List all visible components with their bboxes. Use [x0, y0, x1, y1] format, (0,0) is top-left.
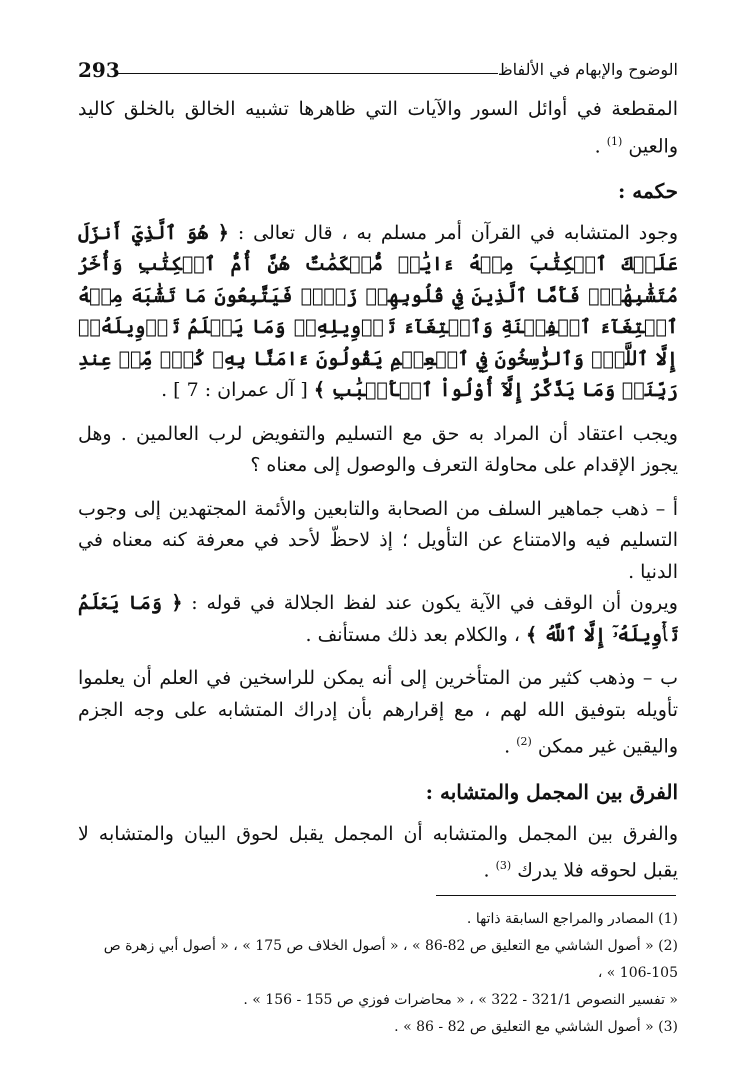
- footnotes: [78, 906, 678, 1041]
- paragraph-1-text: المقطعة في أوائل السور والآيات التي ظاهرها تشبيه الخالق بالخلق كاليد والعين: [78, 98, 678, 157]
- page-number: 293: [78, 58, 120, 82]
- paragraph-6-end: .: [504, 735, 511, 758]
- footnote-2-line-1: (2) « أصول الشاشي مع التعليق ص 82-86 » ، « أصول الخلاف ص 175 » ، « أصول أبي زهرة ص 105-106 » ،: [103, 938, 678, 981]
- footnote-2-line-2: « تفسير النصوص 321/1 - 322 » ، « محاضرات فوزي ص 155 - 156 » .: [243, 992, 678, 1008]
- paragraph-6: [78, 663, 678, 763]
- paragraph-2: [78, 218, 678, 407]
- footnote-ref-3: (3): [495, 859, 512, 873]
- header-rule: [118, 73, 498, 74]
- footnote-1: (1) المصادر والمراجع السابقة ذاتها .: [466, 911, 678, 927]
- paragraph-5-end: ، والكلام بعد ذلك مستأنف .: [305, 623, 520, 646]
- paragraph-4: أ – ذهب جماهير السلف من الصحابة والتابعين والأئمة المجتهدين إلى وجوب التسليم فيه والامتناع عن التأويل ؛ إذ لاحظّ لأحد في معرفة كنه معناه في الدنيا .: [78, 497, 678, 583]
- paragraph-6-text: ب – وذهب كثير من المتأخرين إلى أنه يمكن للراسخين في العلم أن يعلموا تأويله بتوفيق الله لهم ، مع إقرارهم بأن إدراك المتشابه على وجه الجزم واليقين غير ممكن: [78, 667, 678, 758]
- running-title: الوضوح والإبهام في الألفاظ: [497, 60, 678, 79]
- footnote-rule: [436, 895, 676, 896]
- heading-ruling: حكمه :: [617, 179, 678, 204]
- paragraph-5-intro: ويرون أن الوقف في الآية يكون عند لفظ الجلالة في قوله :: [182, 592, 678, 615]
- body-text: [78, 94, 678, 887]
- quran-verse-1: ﴿ هُوَ ٱلَّذِيٓ أَنزَلَ عَلَيۡكَ ٱلۡكِتَٰبَ مِنۡهُ ءَايَٰتٞ مُّحۡكَمَٰتٌ هُنَّ أُمُّ ٱلۡكِتَٰبِ وَأُخَرُ مُتَشَٰبِهَٰتٞۖ فَأَمَّا ٱلَّذِينَ فِي قُلُوبِهِمۡ زَيۡغٞ فَيَتَّبِعُونَ مَا تَشَٰبَهَ مِنۡهُ ٱبۡتِغَآءَ ٱلۡفِتۡنَةِ وَٱبۡتِغَآءَ تَأۡوِيلِهِۦۖ وَمَا يَعۡلَمُ تَأۡوِيلَهُۥٓ إِلَّا ٱللَّهُۗ وَٱلرَّٰسِخُونَ فِي ٱلۡعِلۡمِ يَقُولُونَ ءَامَنَّا بِهِۦ كُلّٞ مِّنۡ عِندِ رَبِّنَاۗ وَمَا يَذَّكَّرُ إِلَّآ أُوْلُواْ ٱلۡأَلۡبَٰبِ ﴾: [78, 221, 679, 402]
- paragraph-2-intro: وجود المتشابه في القرآن أمر مسلم به ، قال تعالى :: [228, 221, 678, 244]
- page-header: [78, 58, 678, 88]
- footnote-ref-1: (1): [606, 134, 623, 148]
- footnote-3: (3) « أصول الشاشي مع التعليق ص 82 - 86 » .: [394, 1019, 678, 1035]
- verse-reference: [ آل عمران : 7 ] .: [161, 379, 308, 402]
- paragraph-7-text: والفرق بين المجمل والمتشابه أن المجمل يقبل لحوق البيان والمتشابه لا يقبل لحوقه فلا يدرك: [78, 822, 678, 882]
- paragraph-5: [78, 588, 678, 651]
- paragraph-1: [78, 94, 678, 162]
- footnote-ref-2: (2): [516, 735, 532, 749]
- paragraph-7: [78, 819, 678, 887]
- paragraph-7-end: .: [483, 859, 490, 882]
- quran-verse-2: ﴿ وَمَا يَعۡلَمُ تَأۡوِيلَهُۥٓ إِلَّا ٱللَّهُ ﴾: [78, 592, 678, 646]
- heading-difference: الفرق بين المجمل والمتشابه :: [425, 780, 678, 805]
- paragraph-1-end: .: [594, 134, 601, 157]
- paragraph-3: ويجب اعتقاد أن المراد به حق مع التسليم والتفويض لرب العالمين . وهل يجوز الإقدام على محاولة التعرف والوصول إلى معناه ؟: [78, 422, 678, 477]
